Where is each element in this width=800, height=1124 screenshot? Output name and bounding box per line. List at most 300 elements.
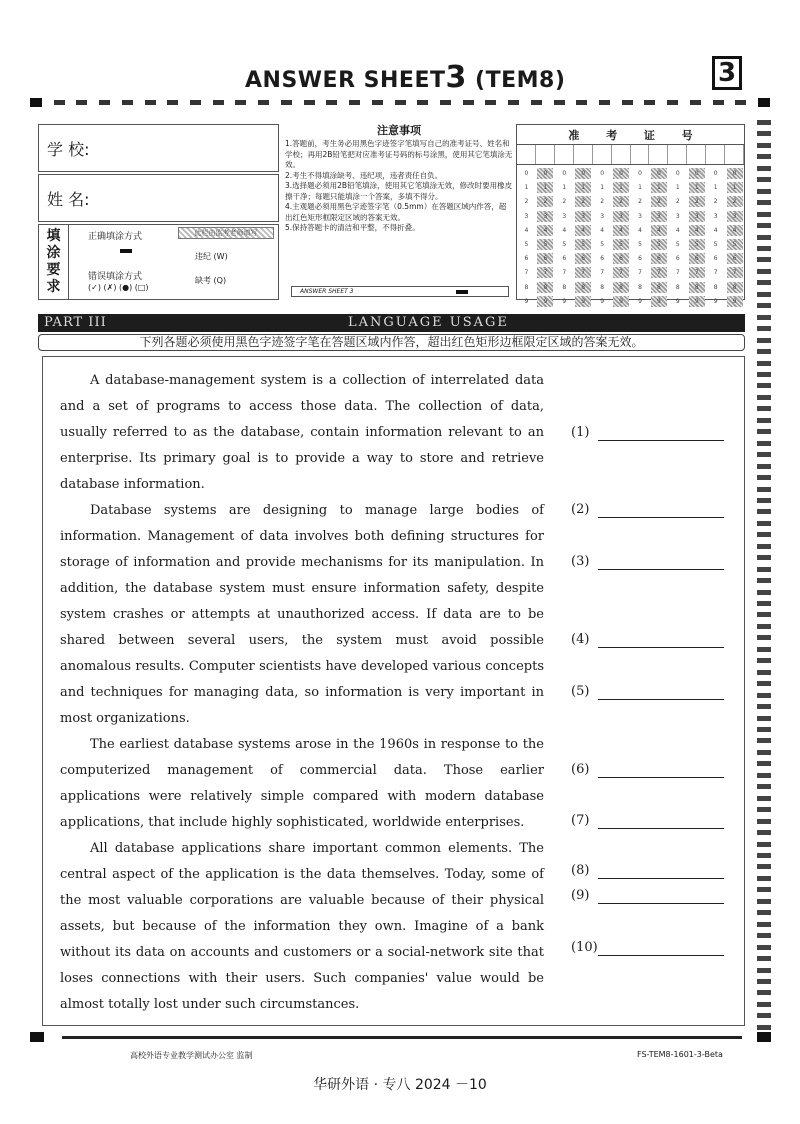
answer-blank-3[interactable]	[571, 554, 595, 569]
timing-mark	[757, 727, 771, 732]
school-label: 学 校:	[47, 140, 90, 159]
digit-bubble[interactable]: 1	[537, 182, 553, 193]
wrong-fill-examples: (✓) (✗) (●) (□)	[88, 283, 149, 292]
digit-bubble[interactable]: 3	[537, 211, 553, 222]
answer-blank-4[interactable]	[571, 632, 595, 647]
digit-bubble[interactable]: 2	[689, 196, 705, 207]
timing-mark	[30, 98, 42, 107]
timing-mark	[757, 1013, 771, 1018]
digit-bubble[interactable]: 6	[524, 255, 529, 263]
blank-label: (9)	[571, 888, 590, 903]
admission-digit-box[interactable]	[649, 145, 668, 164]
timing-mark	[757, 269, 771, 274]
blank-label: (3)	[571, 554, 590, 569]
admission-digit-column	[631, 167, 650, 309]
digit-bubble[interactable]: 4	[613, 225, 629, 236]
admission-digit-box[interactable]	[612, 145, 631, 164]
timing-mark	[757, 189, 771, 194]
answer-blank-7[interactable]	[571, 813, 595, 828]
digit-bubble[interactable]: 1	[651, 182, 667, 193]
notice-item: 2.考生不得填涂缺考、违纪项，违者责任自负。	[285, 170, 443, 180]
answer-blank-8[interactable]	[571, 863, 595, 878]
answer-blank-6[interactable]	[571, 762, 595, 777]
timing-mark	[757, 990, 771, 995]
timing-mark	[213, 100, 224, 105]
digit-bubble[interactable]: 0	[600, 170, 605, 177]
notice-item: 4.主观题必须用黑色字迹签字笔（0.5mm）在答题区域内作答，超出红色矩形框限定区域的答案无效。	[285, 202, 507, 222]
digit-bubble[interactable]: 6	[689, 253, 705, 264]
digit-bubble[interactable]: 2	[638, 198, 642, 206]
digit-bubble[interactable]: 0	[537, 168, 553, 179]
fill-requirements-label	[39, 225, 69, 299]
digit-bubble[interactable]: 0	[613, 168, 629, 179]
passage-paragraph: A database-management system is a collection of interrelated data and a set of programs to access those data. The collection of data, usually referred to as the database, contain information relevant to an enterprise. Its primary goal is to provide a way to store and retrieve database information.	[60, 373, 544, 492]
timing-mark	[757, 750, 771, 755]
timing-mark	[757, 830, 771, 835]
timing-mark	[757, 280, 771, 285]
digit-bubble[interactable]: 9	[689, 296, 705, 307]
digit-bubble[interactable]: 6	[675, 255, 680, 263]
timing-mark	[508, 100, 519, 105]
fill-char: 求	[46, 279, 61, 295]
timing-marks-top	[30, 98, 770, 106]
digit-bubble[interactable]: 3	[524, 212, 529, 220]
admission-digit-column	[574, 167, 593, 309]
admission-digit-column	[517, 167, 536, 309]
timing-mark	[757, 842, 771, 847]
digit-bubble[interactable]: 6	[562, 255, 567, 263]
timing-mark	[757, 635, 771, 640]
timing-mark	[440, 100, 451, 105]
digit-bubble[interactable]: 9	[524, 297, 529, 305]
timing-mark	[757, 315, 771, 320]
timing-mark	[190, 100, 201, 105]
digit-bubble[interactable]: 5	[651, 239, 667, 250]
digit-bubble[interactable]: 0	[675, 170, 680, 177]
digit-bubble[interactable]: 9	[675, 297, 680, 305]
digit-bubble[interactable]: 7	[675, 269, 680, 277]
timing-mark	[757, 612, 771, 617]
timing-mark	[757, 509, 771, 514]
part-label: PART III	[44, 315, 107, 330]
timing-mark	[757, 120, 771, 125]
timing-mark	[757, 544, 771, 549]
correct-fill-label: 正确填涂方式	[88, 232, 143, 242]
digit-bubble[interactable]: 8	[675, 283, 680, 291]
admission-digit-box[interactable]	[687, 145, 706, 164]
admission-digit-box[interactable]	[593, 145, 612, 164]
timing-mark	[757, 361, 771, 366]
blank-label: (2)	[571, 502, 590, 517]
timing-mark	[757, 968, 771, 973]
footer-form-code: FS-TEM8-1601-3-Beta	[637, 1050, 723, 1059]
digit-bubble[interactable]: 0	[651, 168, 667, 179]
digit-bubble[interactable]: 7	[613, 267, 629, 278]
timing-mark	[485, 100, 496, 105]
notice-item: 3.选择题必须用2B铅笔填涂，使用其它笔填涂无效，修改时要用橡皮擦干净；每题只能填涂一个答案，多填不得分。	[285, 181, 513, 201]
notice-footer-tag	[291, 286, 509, 297]
timing-mark	[757, 555, 771, 560]
blank-line	[598, 955, 724, 956]
digit-bubble[interactable]: 1	[562, 184, 567, 192]
timing-mark	[757, 498, 771, 503]
digit-bubble[interactable]: 0	[524, 170, 529, 177]
blank-line	[598, 777, 724, 778]
timing-mark	[757, 452, 771, 457]
digit-bubble[interactable]: 2	[600, 198, 605, 206]
blank-label: (1)	[571, 425, 590, 440]
timing-mark	[757, 338, 771, 343]
digit-bubble[interactable]: 4	[675, 226, 680, 234]
timing-mark	[417, 100, 428, 105]
digit-bubble[interactable]: 1	[727, 182, 743, 193]
digit-bubble[interactable]: 4	[537, 225, 553, 236]
timing-mark	[757, 624, 771, 629]
timing-mark	[757, 979, 771, 984]
digit-bubble[interactable]: 2	[713, 198, 718, 206]
admit-head-char: 证	[643, 128, 655, 142]
notice-panel	[283, 124, 515, 300]
digit-bubble[interactable]: 3	[562, 212, 567, 220]
admission-digit-column	[536, 167, 555, 309]
timing-mark	[757, 819, 771, 824]
digit-bubble[interactable]: 4	[727, 225, 743, 236]
timing-mark	[757, 532, 771, 537]
timing-mark	[757, 223, 771, 228]
digit-bubble[interactable]: 8	[727, 282, 743, 293]
digit-bubble[interactable]: 3	[727, 211, 743, 222]
digit-bubble[interactable]: 4	[638, 226, 642, 234]
timing-mark	[690, 100, 701, 105]
timing-mark	[757, 807, 771, 812]
digit-bubble[interactable]: 2	[575, 196, 591, 207]
blank-line	[598, 647, 724, 648]
timing-mark	[281, 100, 292, 105]
digit-bubble[interactable]: 7	[575, 267, 591, 278]
digit-bubble[interactable]: 8	[575, 282, 591, 293]
answer-sheet-title	[245, 60, 565, 95]
digit-bubble[interactable]: 8	[689, 282, 705, 293]
timing-mark	[99, 100, 110, 105]
admission-digit-box[interactable]	[574, 145, 593, 164]
timing-mark	[622, 100, 633, 105]
admission-digit-column	[687, 167, 706, 309]
digit-bubble[interactable]: 5	[613, 239, 629, 250]
digit-bubble[interactable]: 1	[575, 182, 591, 193]
admission-digit-box[interactable]	[517, 145, 536, 164]
digit-bubble[interactable]: 3	[638, 212, 642, 220]
digit-bubble[interactable]: 4	[713, 226, 718, 234]
digit-bubble[interactable]: 6	[537, 253, 553, 264]
timing-mark	[145, 100, 156, 105]
notice-item: 1.答题前，考生务必用黑色字迹签字笔填写自己的准考证号、姓名和学校；再用2B铅笔把对应准考证号码的标号涂黑，使用其它笔填涂无效。	[285, 139, 513, 169]
digit-bubble[interactable]: 5	[562, 240, 567, 248]
absent-checkbox[interactable]: 缺考 (Q)	[195, 276, 227, 285]
timing-mark	[757, 372, 771, 377]
digit-bubble[interactable]: 0	[727, 168, 743, 179]
timing-mark	[757, 956, 771, 961]
blank-label: (7)	[571, 813, 590, 828]
digit-bubble[interactable]: 0	[562, 170, 567, 177]
digit-bubble[interactable]: 0	[575, 168, 591, 179]
digit-bubble[interactable]: 2	[675, 198, 680, 206]
digit-bubble[interactable]: 1	[675, 184, 680, 192]
timing-mark	[463, 100, 474, 105]
timing-mark	[757, 784, 771, 789]
timing-mark	[757, 235, 771, 240]
admission-number-grid	[516, 124, 745, 305]
digit-bubble[interactable]: 1	[638, 184, 642, 192]
timing-mark	[757, 853, 771, 858]
answer-blank-9[interactable]	[571, 888, 595, 903]
timing-mark	[122, 100, 133, 105]
digit-bubble[interactable]: 6	[613, 253, 629, 264]
admission-digit-column	[555, 167, 574, 309]
digit-bubble[interactable]: 1	[600, 184, 605, 192]
name-field[interactable]	[38, 174, 279, 222]
timing-mark	[644, 100, 655, 105]
wrong-fill-label: 错误填涂方式	[88, 272, 143, 282]
digit-bubble[interactable]: 5	[638, 240, 642, 248]
admission-digit-column	[593, 167, 612, 309]
digit-bubble[interactable]: 4	[600, 226, 605, 234]
digit-bubble[interactable]: 3	[575, 211, 591, 222]
digit-bubble[interactable]: 6	[713, 255, 718, 263]
digit-bubble[interactable]: 9	[638, 297, 642, 305]
digit-bubble[interactable]: 8	[613, 282, 629, 293]
timing-mark	[757, 796, 771, 801]
timing-mark-bottom-left	[30, 1032, 44, 1042]
digit-bubble[interactable]: 6	[600, 255, 605, 263]
timing-mark	[757, 303, 771, 308]
admission-digit-column	[706, 167, 725, 309]
digit-bubble[interactable]: 6	[638, 255, 642, 263]
blank-line	[598, 699, 724, 700]
digit-bubble[interactable]: 7	[713, 269, 718, 277]
title-number: 3	[445, 60, 467, 95]
timing-mark	[349, 100, 360, 105]
digit-bubble[interactable]: 7	[537, 267, 553, 278]
digit-bubble[interactable]: 3	[713, 212, 718, 220]
passage	[60, 368, 544, 1018]
blank-line	[598, 903, 724, 904]
timing-mark	[326, 100, 337, 105]
blank-label: (5)	[571, 684, 590, 699]
fill-examples	[70, 225, 278, 299]
digit-bubble[interactable]: 2	[562, 198, 567, 206]
timing-mark	[304, 100, 315, 105]
timing-mark	[757, 166, 771, 171]
timing-mark	[757, 521, 771, 526]
answer-blank-1[interactable]	[571, 425, 595, 440]
digit-bubble[interactable]: 9	[575, 296, 591, 307]
digit-bubble[interactable]: 1	[613, 182, 629, 193]
digit-bubble[interactable]: 5	[689, 239, 705, 250]
digit-bubble[interactable]: 4	[651, 225, 667, 236]
digit-bubble[interactable]: 8	[524, 283, 529, 291]
digit-bubble[interactable]: 1	[524, 184, 529, 192]
digit-bubble[interactable]: 3	[600, 212, 605, 220]
passage-paragraph: The earliest database systems arose in the 1960s in response to the computerized management of commercial data. Those earlier applications were relatively simple compared with modern database applications, that include highly sophisticated, worldwide enterprises.	[60, 737, 544, 830]
digit-bubble[interactable]: 7	[562, 269, 567, 277]
timing-mark	[757, 647, 771, 652]
timing-mark	[757, 590, 771, 595]
timing-mark	[372, 100, 383, 105]
sheet-number-box: 3	[712, 56, 742, 90]
digit-bubble[interactable]: 4	[562, 226, 567, 234]
admission-digit-box[interactable]	[725, 145, 744, 164]
digit-bubble[interactable]: 7	[600, 269, 605, 277]
digit-bubble[interactable]: 2	[651, 196, 667, 207]
blank-label: (10)	[571, 940, 598, 955]
digit-bubble[interactable]: 6	[575, 253, 591, 264]
digit-bubble[interactable]: 8	[537, 282, 553, 293]
correct-fill-mark	[120, 249, 132, 253]
title-row	[0, 52, 800, 98]
timing-mark	[757, 292, 771, 297]
digit-bubble[interactable]: 0	[713, 170, 718, 177]
timing-mark	[757, 567, 771, 572]
notice-item: 5.保持答题卡的清洁和平整，不得折叠。	[285, 223, 420, 232]
digit-bubble[interactable]: 5	[537, 239, 553, 250]
admission-digit-column	[649, 167, 668, 309]
timing-mark	[757, 418, 771, 423]
digit-bubble[interactable]: 2	[727, 196, 743, 207]
digit-bubble[interactable]: 3	[613, 211, 629, 222]
digit-bubble[interactable]: 6	[727, 253, 743, 264]
admission-number-write-boxes	[517, 145, 744, 165]
part-title: LANGUAGE USAGE	[348, 315, 509, 330]
passage-paragraph: All database applications share important common elements. The central aspect of the application is the data themselves. Today, some of the most valuable corporations are valuable because of their physical assets, but because of the information they own. Imagine of a bank without its data on accounts and customers or a social-network site that loses connections with their users. Such companies' value would be almost totally lost under such circumstances.	[60, 841, 544, 1012]
digit-bubble[interactable]: 5	[675, 240, 680, 248]
digit-bubble[interactable]: 2	[537, 196, 553, 207]
timing-mark	[757, 326, 771, 331]
digit-bubble[interactable]: 5	[524, 240, 529, 248]
digit-bubble[interactable]: 8	[600, 283, 605, 291]
timing-mark	[757, 658, 771, 663]
timing-mark	[757, 200, 771, 205]
admission-digit-box[interactable]	[706, 145, 725, 164]
admission-digit-box[interactable]	[631, 145, 650, 164]
timing-mark	[757, 716, 771, 721]
digit-bubble[interactable]: 2	[613, 196, 629, 207]
digit-bubble[interactable]: 7	[651, 267, 667, 278]
digit-bubble[interactable]: 7	[689, 267, 705, 278]
digit-bubble[interactable]: 0	[638, 170, 642, 177]
notice-title: 注意事项	[377, 124, 421, 137]
digit-bubble[interactable]: 5	[727, 239, 743, 250]
digit-bubble[interactable]: 5	[575, 239, 591, 250]
timing-mark	[757, 441, 771, 446]
timing-mark	[576, 100, 587, 105]
digit-bubble[interactable]: 7	[727, 267, 743, 278]
digit-bubble[interactable]: 5	[600, 240, 605, 248]
school-field[interactable]	[38, 124, 279, 172]
digit-bubble[interactable]: 3	[675, 212, 680, 220]
digit-bubble[interactable]: 7	[638, 269, 642, 277]
digit-bubble[interactable]: 5	[713, 240, 718, 248]
admission-digit-box[interactable]	[555, 145, 574, 164]
digit-bubble[interactable]: 0	[689, 168, 705, 179]
admit-head-char: 考	[606, 128, 618, 142]
digit-bubble[interactable]: 4	[689, 225, 705, 236]
digit-bubble[interactable]: 1	[713, 184, 718, 192]
digit-bubble[interactable]: 7	[524, 269, 529, 277]
digit-bubble[interactable]: 6	[651, 253, 667, 264]
digit-bubble[interactable]: 3	[651, 211, 667, 222]
blank-label: (6)	[571, 762, 590, 777]
timing-mark	[735, 100, 746, 105]
timing-mark	[757, 945, 771, 950]
answer-blank-2[interactable]	[571, 502, 595, 517]
digit-bubble[interactable]: 8	[713, 283, 718, 291]
digit-bubble[interactable]: 9	[613, 296, 629, 307]
admission-digit-box[interactable]	[668, 145, 687, 164]
timing-mark	[258, 100, 269, 105]
timing-mark	[757, 1002, 771, 1007]
digit-bubble[interactable]: 8	[562, 283, 567, 291]
digit-bubble[interactable]: 8	[638, 283, 642, 291]
timing-mark	[757, 899, 771, 904]
timing-mark	[757, 670, 771, 675]
blank-label: (8)	[571, 863, 590, 878]
timing-mark	[757, 876, 771, 881]
digit-bubble[interactable]: 9	[713, 297, 718, 305]
digit-bubble[interactable]: 1	[689, 182, 705, 193]
timing-mark	[54, 100, 65, 105]
page-number: 华研外语 · 专八 2024 －10	[313, 1077, 487, 1093]
digit-bubble[interactable]: 3	[689, 211, 705, 222]
digit-bubble[interactable]: 8	[651, 282, 667, 293]
timing-mark	[758, 98, 770, 107]
timing-mark	[757, 601, 771, 606]
blank-line	[598, 517, 724, 518]
footer-mark	[456, 290, 468, 294]
timing-mark	[713, 100, 724, 105]
violation-checkbox[interactable]: 违纪 (W)	[195, 252, 228, 261]
digit-bubble[interactable]: 9	[537, 296, 553, 307]
timing-mark	[667, 100, 678, 105]
timing-mark	[757, 395, 771, 400]
digit-bubble[interactable]: 4	[575, 225, 591, 236]
fill-requirements	[38, 224, 279, 300]
digit-bubble[interactable]: 9	[600, 297, 605, 305]
digit-bubble[interactable]: 9	[727, 296, 743, 307]
admission-digit-column	[668, 167, 687, 309]
digit-bubble[interactable]: 4	[524, 226, 529, 234]
timing-mark	[757, 349, 771, 354]
answer-instruction: 下列各题必须使用黑色字迹签字笔在答题区域内作答，超出红色矩形边框限定区域的答案无效。	[38, 334, 745, 351]
blank-line	[598, 828, 724, 829]
digit-bubble[interactable]: 9	[562, 297, 567, 305]
footer-issuer: 高校外语专业教学测试办公室 监制	[130, 1051, 253, 1060]
proctor-only-label: 此栏由监考老师填写	[178, 227, 274, 239]
answer-blank-10[interactable]	[571, 940, 598, 955]
answer-blank-5[interactable]	[571, 684, 595, 699]
admit-head-char: 号	[681, 128, 693, 142]
timing-mark	[757, 429, 771, 434]
admission-digit-box[interactable]	[536, 145, 555, 164]
timing-mark	[757, 910, 771, 915]
digit-bubble[interactable]: 2	[524, 198, 529, 206]
timing-mark	[757, 1025, 771, 1030]
admission-number-heading	[517, 125, 744, 145]
title-suffix: (TEM8)	[475, 68, 566, 93]
timing-mark	[757, 578, 771, 583]
digit-bubble[interactable]: 9	[651, 296, 667, 307]
timing-mark	[167, 100, 178, 105]
passage-paragraph: Database systems are designing to manage large bodies of information. Management of data involves both defining structures for storage of information and provide mechanisms for its manipulation. In addition, the database system must ensure information safety, despite system crashes or attempts at unauthorized access. If data are to be shared between several users, the system must avoid possible anomalous results. Computer scientists have developed various concepts and techniques for managing data, so information is very important in most organizations.	[60, 503, 544, 726]
